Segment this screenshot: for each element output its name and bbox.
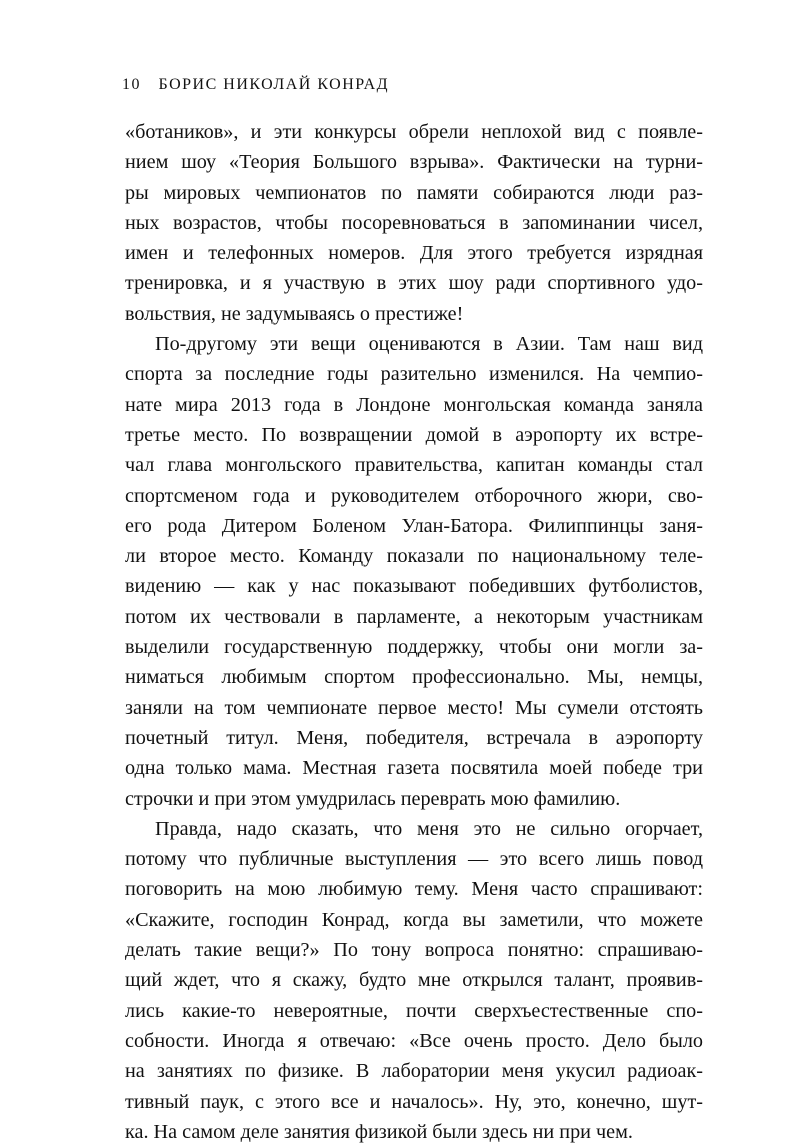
- text-line: ка. На самом деле занятия физикой были здесь ни при чем.: [125, 1120, 633, 1143]
- page-number: 10: [122, 76, 141, 93]
- text-line: Правда, надо сказать, что меня это не сильно огорчает,: [155, 817, 703, 840]
- text-line: делать такие вещи?» По тону вопроса понятно: спрашиваю-: [125, 939, 703, 962]
- text-line: По-другому эти вещи оцениваются в Азии. Там наш вид: [155, 333, 703, 356]
- text-line: третье место. По возвращении домой в аэропорту их встре-: [125, 423, 703, 446]
- text-line: имен и телефонных номеров. Для этого требуется изрядная: [125, 242, 703, 265]
- text-line: почетный титул. Меня, победителя, встречала в аэропорту: [125, 726, 703, 749]
- text-line: потом их чествовали в парламенте, а некоторым участникам: [125, 605, 703, 628]
- paragraph: [125, 117, 703, 329]
- text-line: поговорить на мою любимую тему. Меня часто спрашивают:: [125, 878, 703, 901]
- text-line: одна только мама. Местная газета посвятила моей победе три: [125, 757, 703, 780]
- text-line: ных возрастов, чтобы посоревноваться в запоминании чисел,: [125, 211, 703, 234]
- paragraph: [125, 329, 703, 814]
- text-line: «Скажите, господин Конрад, когда вы заметили, что можете: [125, 908, 703, 931]
- text-line: его рода Дитером Боленом Улан-Батора. Филиппинцы заня-: [125, 514, 703, 537]
- text-line: нием шоу «Теория Большого взрыва». Фактически на турни-: [125, 151, 703, 174]
- text-line: нате мира 2013 года в Лондоне монгольская команда заняла: [125, 393, 703, 416]
- text-line: собности. Иногда я отвечаю: «Все очень просто. Дело было: [125, 1029, 703, 1052]
- text-line: ли второе место. Команду показали по национальному теле-: [125, 545, 703, 568]
- text-line: тивный паук, с этого все и началось». Ну, это, конечно, шут-: [125, 1090, 703, 1113]
- text-line: на занятиях по физике. В лаборатории меня укусил радиоак-: [125, 1060, 703, 1083]
- text-line: тренировка, и я участвую в этих шоу ради спортивного удо-: [125, 272, 703, 295]
- text-line: выделили государственную поддержку, чтобы они могли за-: [125, 636, 703, 659]
- text-line: спорта за последние годы разительно изменился. На чемпио-: [125, 363, 703, 386]
- body-text: [125, 117, 703, 1147]
- paragraph: [125, 814, 703, 1147]
- text-line: строчки и при этом умудрилась переврать мою фамилию.: [125, 787, 621, 810]
- running-head: [122, 76, 389, 94]
- text-line: видению — как у нас показывают победивших футболистов,: [125, 575, 703, 598]
- text-line: спортсменом года и руководителем отборочного жюри, сво-: [125, 484, 703, 507]
- text-line: вольствия, не задумываясь о престиже!: [125, 302, 464, 325]
- text-line: щий ждет, что я скажу, будто мне открылся талант, проявив-: [125, 969, 703, 992]
- text-line: ниматься любимым спортом профессионально. Мы, немцы,: [125, 666, 703, 689]
- text-line: «ботаников», и эти конкурсы обрели неплохой вид с появле-: [125, 121, 703, 143]
- text-line: ры мировых чемпионатов по памяти собираются люди раз-: [125, 181, 703, 204]
- text-line: чал глава монгольского правительства, капитан команды стал: [125, 454, 703, 477]
- text-line: заняли на том чемпионате первое место! Мы сумели отстоять: [125, 696, 703, 719]
- text-line: лись какие-то невероятные, почти сверхъестественные спо-: [125, 999, 703, 1022]
- text-line: потому что публичные выступления — это всего лишь повод: [125, 848, 703, 871]
- running-head-title: БОРИС НИКОЛАЙ КОНРАД: [158, 76, 390, 93]
